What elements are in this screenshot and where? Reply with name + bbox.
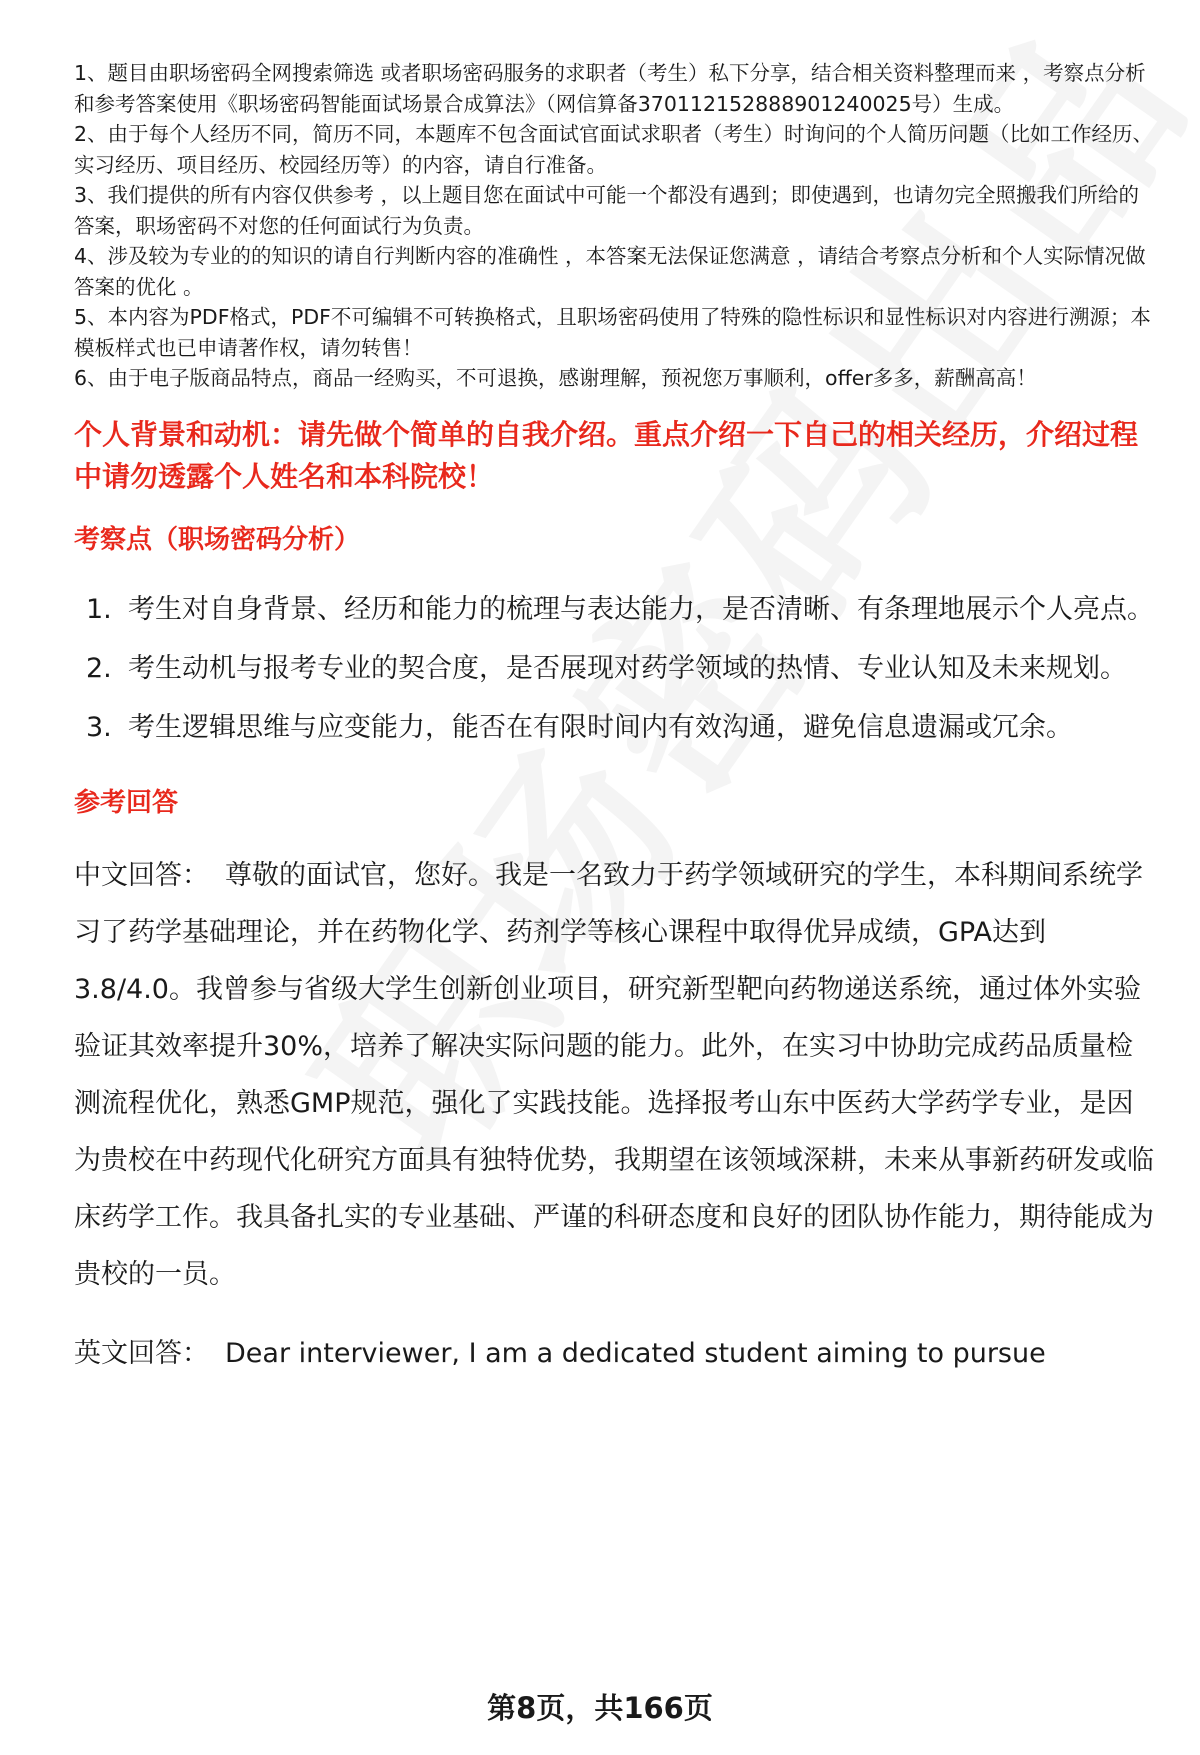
document-page [74,58,1156,1382]
analysis-point [74,698,1156,757]
notice-item: 3、我们提供的所有内容仅供参考 ，以上题目您在面试中可能一个都没有遇到；即使遇到，也请勿完全照搬我们所给的答案，职场密码不对您的任何面试行为负责。 [74,183,1140,238]
answer-english-label: 英文回答： [74,1337,209,1369]
notice-item: 5、本内容为PDF格式，PDF不可编辑不可转换格式，且职场密码使用了特殊的隐性标识和显性标识对内容进行溯源；本模板样式也已申请著作权，请勿转售！ [74,305,1151,360]
analysis-heading: 考察点（职场密码分析） [74,524,361,555]
point-text: 考生对自身背景、经历和能力的梳理与表达能力，是否清晰、有条理地展示个人亮点。 [128,593,1154,625]
point-number: 1. [86,593,112,625]
answer-chinese [74,847,1156,1303]
point-number: 2. [86,652,112,684]
answer-english-text: Dear interviewer, I am a dedicated student aiming to pursue [225,1337,1046,1369]
notice-item: 6、由于电子版商品特点，商品一经购买，不可退换，感谢理解，预祝您万事顺利，offer多多，薪酬高高！ [74,366,1037,390]
answer-chinese-label: 中文回答： [74,859,209,891]
notice-list [74,58,1156,394]
answer-chinese-text: 尊敬的面试官，您好。我是一名致力于药学领域研究的学生，本科期间系统学习了药学基础理论，并在药物化学、药剂学等核心课程中取得优异成绩，GPA达到3.8/4.0。我曾参与省级大学生创新创业项目，研究新型靶向药物递送系统，通过体外实验验证其效率提升30%，培养了解决实际问题的能力。此外，在实习中协助完成药品质量检测流程优化，熟悉GMP规范，强化了实践技能。选择报考山东中医药大学药学专业，是因为贵校在中药现代化研究方面具有独特优势，我期望在该领域深耕，未来从事新药研发或临床药学工作。我具备扎实的专业基础、严谨的科研态度和良好的团队协作能力，期待能成为贵校的一员。 [74,859,1154,1290]
point-text: 考生逻辑思维与应变能力，能否在有限时间内有效沟通，避免信息遗漏或冗余。 [128,711,1073,743]
point-text: 考生动机与报考专业的契合度，是否展现对药学领域的热情、专业认知及未来规划。 [128,652,1127,684]
analysis-point [74,639,1156,698]
page-number: 第8页，共166页 [487,1691,713,1725]
analysis-point-list [74,580,1156,757]
notice-item: 2、由于每个人经历不同，简历不同，本题库不包含面试官面试求职者（考生）时询问的个人简历问题（比如工作经历、实习经历、项目经历、校园经历等）的内容，请自行准备。 [74,122,1154,177]
point-number: 3. [86,711,112,743]
notice-item: 1、题目由职场密码全网搜索筛选 或者职场密码服务的求职者（考生）私下分享，结合相关资料整理而来 ，考察点分析和参考答案使用《职场密码智能面试场景合成算法》（网信算备370112152888901240025号）生成。 [74,61,1146,116]
notice-item: 4、涉及较为专业的的知识的请自行判断内容的准确性 ，本答案无法保证您满意 ，请结合考察点分析和个人实际情况做答案的优化 。 [74,244,1146,299]
interview-question: 个人背景和动机：请先做个简单的自我介绍。重点介绍一下自己的相关经历，介绍过程中请勿透露个人姓名和本科院校！ [74,417,1139,493]
answer-heading: 参考回答 [74,787,179,818]
answer-english [74,1325,1156,1382]
analysis-point [74,580,1156,639]
